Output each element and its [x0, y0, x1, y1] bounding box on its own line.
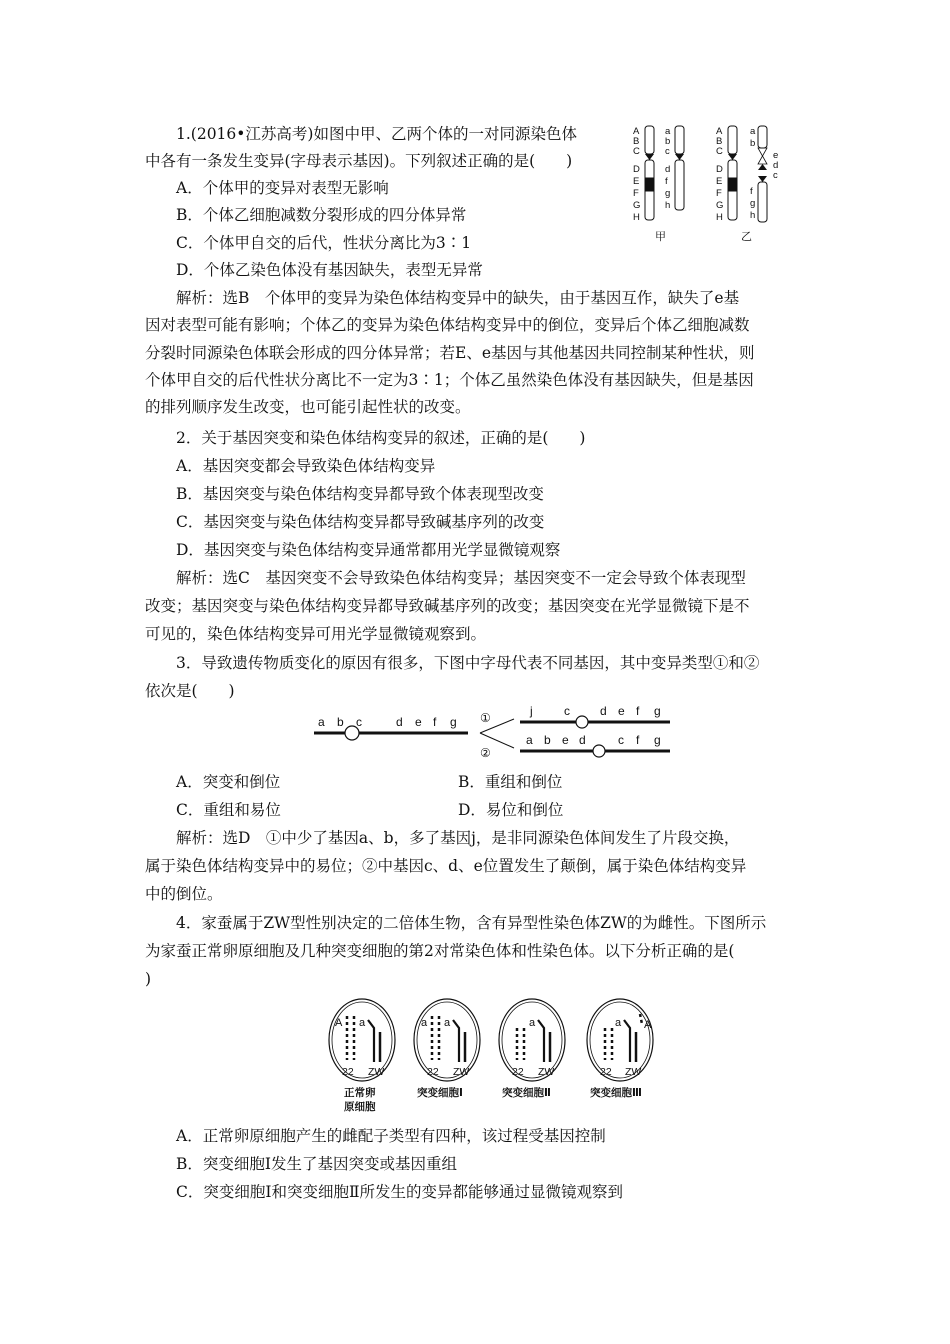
sex-chromosome-label: ZW	[453, 1066, 470, 1078]
yi-right-gene: h	[750, 210, 756, 221]
q2-option-b: B．基因突变与染色体结构变异都导致个体表现型改变	[176, 485, 544, 503]
q4-option-b: B．突变细胞Ⅰ发生了基因突变或基因重组	[176, 1155, 458, 1173]
yi-right-gene: g	[750, 198, 756, 209]
variant2-gene-letters	[526, 733, 661, 747]
q2-analysis-line3: 可见的，染色体结构变异可用光学显微镜观察到。	[145, 625, 487, 643]
q4-figure	[322, 996, 672, 1114]
jia-right-centromere	[675, 154, 684, 160]
q1-gene-letters	[633, 126, 778, 223]
cell-caption: 突变细胞Ⅰ	[417, 1087, 463, 1099]
jia-right-gene: a	[665, 126, 671, 137]
cell-mutant-3	[587, 999, 653, 1099]
q1-option-c: C．个体甲自交的后代，性状分离比为3∶1	[176, 234, 472, 252]
q4-stem-line1: 4．家蚕属于ZW型性别决定的二倍体生物，含有异型性染色体ZW的为雌性。下图所示	[176, 914, 767, 932]
jia-right-lower-arm	[675, 160, 684, 210]
variant2-gene: b	[544, 733, 551, 747]
cell-caption: 突变细胞Ⅲ	[590, 1087, 642, 1099]
cell-caption-line2: 原细胞	[344, 1101, 376, 1113]
q2-option-c: C．基因突变与染色体结构变异都导致碱基序列的改变	[176, 513, 545, 531]
q1-analysis-line3: 分裂时同源染色体联会形成的四分体异常；若E、e基因与其他基因共同控制某种性状，则	[145, 344, 755, 362]
original-gene: a	[318, 715, 325, 729]
jia-right-gene: g	[665, 188, 671, 199]
yi-right-lower-arm	[758, 182, 767, 222]
q1-analysis-line1: 解析：选B 个体甲的变异为染色体结构变异中的缺失，由于基因互作，缺失了e基	[176, 289, 740, 307]
yi-left-gene: G	[716, 200, 724, 211]
q1-analysis-line4: 个体甲自交的后代性状分离比不一定为3∶1；个体乙虽然染色体没有基因缺失，但是基因	[145, 371, 754, 389]
q1-stem-line1: 1.(2016•江苏高考)如图中甲、乙两个体的一对同源染色体	[176, 125, 577, 143]
q1-option-a: A．个体甲的变异对表型无影响	[176, 179, 389, 197]
jia-right-gene: h	[665, 200, 671, 211]
jia-right-gene: b	[665, 136, 671, 147]
original-gene: c	[356, 715, 362, 729]
mark-1: ①	[480, 711, 491, 725]
yi-right-centromere	[758, 164, 767, 182]
chromosome-diagram-svg	[625, 120, 800, 245]
variant2-gene: g	[654, 733, 661, 747]
jia-left-gene: H	[633, 212, 640, 223]
q2-analysis-line1: 解析：选C 基因突变不会导致染色体结构变异；基因突变不一定会导致个体表现型	[176, 569, 746, 587]
cell-membrane	[329, 999, 395, 1081]
q1-option-d: D．个体乙染色体没有基因缺失，表型无异常	[176, 261, 483, 279]
jia-right-upper-arm	[675, 126, 684, 154]
yi-left-gene: H	[716, 212, 723, 223]
q3-option-c: C．重组和易位	[176, 801, 281, 819]
gene-label: a	[444, 1017, 451, 1029]
q2-option-d: D．基因突变与染色体结构变异通常都用光学显微镜观察	[176, 541, 561, 559]
cell-mutant-2	[499, 999, 565, 1099]
variant1-gene: f	[636, 706, 640, 718]
q1-option-b: B．个体乙细胞减数分裂形成的四分体异常	[176, 206, 467, 224]
original-gene: g	[450, 715, 457, 729]
jia-left-upper-arm	[645, 126, 654, 154]
jia-left-centromere	[645, 154, 654, 160]
cell-caption: 正常卵	[344, 1087, 376, 1099]
cell-mutant-1	[414, 999, 480, 1099]
q4-option-a: A．正常卵原细胞产生的雌配子类型有四种，该过程受基因控制	[176, 1127, 606, 1145]
q3-option-d: D．易位和倒位	[458, 801, 564, 819]
cell-membrane	[414, 999, 480, 1081]
q3-figure	[310, 706, 680, 766]
variant2-gene: e	[562, 733, 569, 747]
jia-left-gene: C	[633, 146, 640, 157]
yi-left-gene: A	[716, 126, 723, 137]
gene-label: A	[335, 1017, 343, 1029]
cell-membrane	[499, 999, 565, 1081]
sex-chromosome-label: ZW	[538, 1066, 555, 1078]
autosome-number: 22	[427, 1066, 439, 1078]
q4-stem-line3: )	[145, 970, 152, 988]
q4-stem-line2: 为家蚕正常卵原细胞及几种突变细胞的第2对常染色体和性染色体。以下分析正确的是(	[145, 942, 735, 960]
yi-right-gene: b	[750, 138, 756, 149]
yi-right-upper-arm	[758, 126, 767, 148]
autosome-number: 22	[600, 1066, 612, 1078]
q1-chromosome-figure	[625, 120, 800, 245]
yi-right-inverted-segment	[758, 148, 767, 164]
sex-chromosome-label: ZW	[625, 1066, 642, 1078]
gene-label: a	[615, 1017, 622, 1029]
jia-left-gene: E	[633, 176, 640, 187]
yi-left-centromere	[728, 154, 737, 160]
variant1-gene: c	[564, 706, 570, 718]
q3-analysis-line1: 解析：选D ①中少了基因a、b，多了基因j，是非同源染色体间发生了片段交换，	[176, 829, 740, 847]
jia-left-gene: B	[633, 136, 640, 147]
variant1-gene: e	[618, 706, 625, 718]
jia-right-gene: f	[665, 176, 668, 187]
variant2-centromere	[593, 745, 605, 757]
jia-left-gene: F	[633, 188, 639, 199]
variant2-gene: d	[579, 733, 586, 747]
q2-option-a: A．基因突变都会导致染色体结构变异	[176, 457, 436, 475]
variant2-gene: f	[636, 733, 640, 747]
yi-right-gene: a	[750, 126, 756, 137]
q2-stem: 2．关于基因突变和染色体结构变异的叙述，正确的是( )	[176, 429, 586, 447]
yi-left-gene: B	[716, 136, 723, 147]
q2-analysis-line2: 改变；基因突变与染色体结构变异都导致碱基序列的改变；基因突变在光学显微镜下是不	[145, 597, 750, 615]
cell-caption: 突变细胞Ⅱ	[502, 1087, 551, 1099]
q1-analysis-line5: 的排列顺序发生改变，也可能引起性状的改变。	[145, 398, 471, 416]
jia-right-gene: d	[665, 164, 671, 175]
yi-left-gene: C	[716, 146, 723, 157]
variant1-gene: j	[530, 706, 533, 718]
gene-label: a	[529, 1017, 536, 1029]
original-gene-letters	[318, 715, 457, 729]
original-gene: f	[433, 715, 437, 729]
yi-left-band	[729, 178, 737, 191]
yi-right-gene: f	[750, 186, 753, 197]
yi-right-gene: e	[773, 150, 779, 161]
q1-stem-line2: 中各有一条发生变异(字母表示基因)。下列叙述正确的是( )	[145, 152, 573, 170]
q3-analysis-line2: 属于染色体结构变异中的易位；②中基因c、d、e位置发生了颠倒，属于染色体结构变异	[145, 857, 747, 875]
autosome-number: 22	[512, 1066, 524, 1078]
gene-label: A	[644, 1019, 652, 1031]
cell-normal	[329, 999, 395, 1113]
q3-option-b: B．重组和倒位	[458, 773, 563, 791]
q4-cells-svg	[322, 996, 672, 1114]
label-jia: 甲	[655, 231, 666, 243]
q3-analysis-line3: 中的倒位。	[145, 885, 223, 903]
q3-stem-line2: 依次是( )	[145, 682, 235, 700]
cell-membrane	[587, 999, 653, 1081]
autosome-number: 22	[342, 1066, 354, 1078]
q1-analysis-line2: 因对表型可能有影响；个体乙的变异为染色体结构变异中的倒位，变异后个体乙细胞减数	[145, 316, 750, 334]
jia-left-gene: A	[633, 126, 640, 137]
yi-left-gene: E	[716, 176, 723, 187]
q3-option-a: A．突变和倒位	[176, 773, 281, 791]
mark-2: ②	[480, 746, 491, 760]
variant1-gene: g	[654, 706, 661, 718]
yi-left-gene: D	[716, 164, 723, 175]
q3-stem-line1: 3．导致遗传物质变化的原因有很多，下图中字母代表不同基因，其中变异类型①和②	[176, 654, 760, 672]
q4-option-c: C．突变细胞Ⅰ和突变细胞Ⅱ所发生的变异都能够通过显微镜观察到	[176, 1183, 624, 1201]
gene-label: a	[359, 1017, 366, 1029]
q3-gene-diagram-svg	[310, 706, 680, 766]
variant1-gene-letters	[529, 706, 661, 718]
original-gene: e	[415, 715, 422, 729]
variant1-gene: d	[600, 706, 607, 718]
jia-left-band	[646, 178, 654, 191]
original-gene: d	[396, 715, 403, 729]
original-gene: b	[337, 715, 344, 729]
yi-right-gene: c	[773, 170, 778, 181]
gene-label: a	[421, 1017, 428, 1029]
variant1-centromere	[576, 716, 588, 728]
variant2-gene: c	[618, 733, 624, 747]
yi-left-upper-arm	[728, 126, 737, 154]
sex-chromosome-label: ZW	[368, 1066, 385, 1078]
jia-right-gene: c	[665, 146, 670, 157]
label-yi: 乙	[741, 231, 752, 243]
variant2-gene: a	[526, 733, 533, 747]
jia-left-gene: G	[633, 200, 641, 211]
yi-right-gene: d	[773, 160, 779, 171]
jia-left-gene: D	[633, 164, 640, 175]
yi-left-gene: F	[716, 188, 722, 199]
